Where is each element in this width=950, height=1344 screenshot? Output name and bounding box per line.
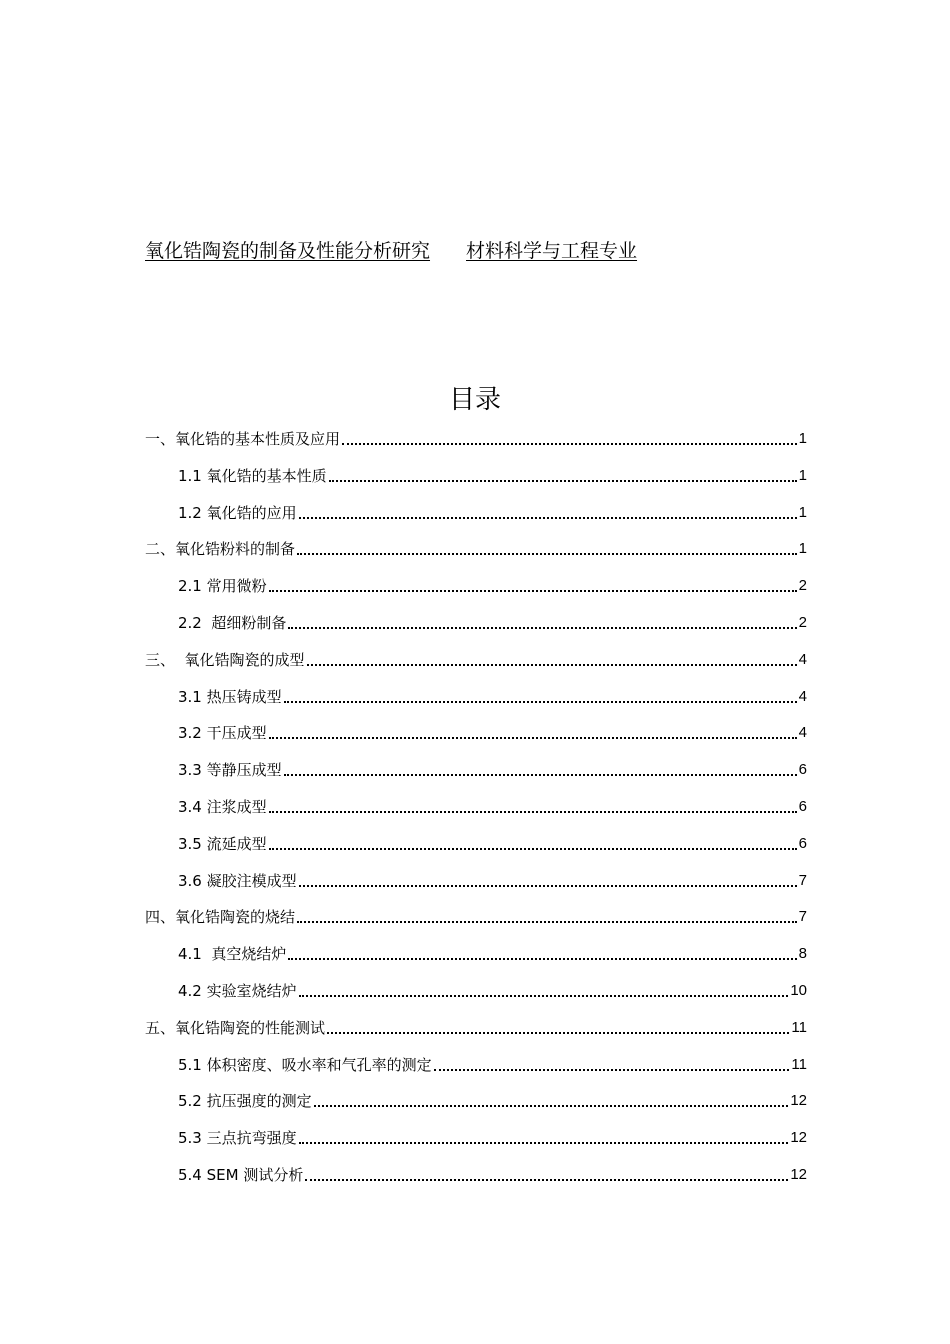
toc-dot-leader bbox=[297, 553, 797, 555]
toc-dot-leader bbox=[288, 627, 796, 629]
title-topic: 氧化锆陶瓷的制备及性能分析研究 bbox=[145, 240, 431, 262]
toc-dot-leader bbox=[288, 958, 796, 960]
toc-entry[interactable] bbox=[178, 1157, 807, 1185]
toc-entry-page: 6 bbox=[798, 798, 807, 815]
toc-entry[interactable] bbox=[178, 679, 807, 707]
toc-dot-leader bbox=[314, 1105, 789, 1107]
toc-dot-leader bbox=[299, 995, 789, 997]
toc-entry[interactable] bbox=[178, 752, 807, 780]
toc-heading: 目录 bbox=[448, 385, 501, 415]
toc-entry-label: 4.1 真空烧结炉 bbox=[178, 945, 287, 964]
toc-entry-page: 12 bbox=[790, 1166, 807, 1183]
toc-entry-label: 3.6 凝胶注模成型 bbox=[178, 871, 297, 890]
toc-dot-leader bbox=[269, 848, 797, 850]
toc-entry-page: 1 bbox=[798, 430, 807, 447]
toc-entry[interactable] bbox=[178, 863, 807, 891]
toc-entry[interactable] bbox=[178, 973, 807, 1001]
toc-entry-label: 五、氧化锆陶瓷的性能测试 bbox=[145, 1018, 326, 1037]
toc-dot-leader bbox=[297, 921, 797, 923]
toc-entry-label: 3.3 等静压成型 bbox=[178, 761, 282, 780]
toc-entry[interactable] bbox=[178, 715, 807, 743]
toc-entry[interactable] bbox=[145, 642, 807, 670]
document-title bbox=[145, 236, 637, 266]
toc-dot-leader bbox=[329, 480, 797, 482]
toc-dot-leader bbox=[299, 517, 797, 519]
toc-dot-leader bbox=[269, 737, 797, 739]
toc-entry-page: 2 bbox=[798, 577, 807, 595]
toc-entry[interactable] bbox=[178, 605, 807, 633]
toc-dot-leader bbox=[305, 1179, 788, 1181]
toc-entry[interactable] bbox=[178, 1083, 807, 1111]
toc-entry-label: 3.1 热压铸成型 bbox=[178, 687, 282, 706]
toc-entry-label: 3.4 注浆成型 bbox=[178, 798, 267, 816]
toc-entry-label: 1.1 氧化锆的基本性质 bbox=[178, 466, 327, 485]
toc-entry[interactable] bbox=[178, 495, 807, 523]
toc-entry[interactable] bbox=[178, 826, 807, 854]
toc-entry-label: 4.2 实验室烧结炉 bbox=[178, 982, 297, 1000]
toc-entry-page: 4 bbox=[798, 724, 807, 742]
toc-entry[interactable] bbox=[178, 1120, 807, 1148]
toc-dot-leader bbox=[327, 1032, 789, 1034]
toc-entry[interactable] bbox=[178, 789, 807, 817]
toc-dot-leader bbox=[269, 590, 797, 592]
toc-entry-page: 4 bbox=[798, 687, 807, 705]
toc-entry[interactable] bbox=[145, 421, 807, 449]
toc-dot-leader bbox=[307, 664, 797, 666]
toc-entry-page: 4 bbox=[798, 650, 807, 668]
toc-entry-label: 5.3 三点抗弯强度 bbox=[178, 1129, 297, 1148]
toc-dot-leader bbox=[284, 774, 797, 776]
toc-entry-page: 7 bbox=[798, 871, 807, 889]
toc-entry-page: 10 bbox=[790, 982, 807, 999]
toc-entry-label: 一、氧化锆的基本性质及应用 bbox=[145, 430, 341, 448]
toc-entry[interactable] bbox=[178, 458, 807, 486]
toc-dot-leader bbox=[342, 443, 797, 445]
toc-entry-label: 四、氧化锆陶瓷的烧结 bbox=[145, 908, 296, 927]
toc-entry-label: 5.1 体积密度、吸水率和气孔率的测定 bbox=[178, 1055, 432, 1074]
toc-entry-page: 12 bbox=[790, 1129, 807, 1147]
toc-entry-label: 2.1 常用微粉 bbox=[178, 577, 267, 596]
toc-entry-label: 3.5 流延成型 bbox=[178, 834, 267, 853]
toc-entry-page: 11 bbox=[791, 1055, 807, 1073]
toc-entry-label: 1.2 氧化锆的应用 bbox=[178, 503, 297, 522]
toc-dot-leader bbox=[269, 811, 797, 813]
toc-entry-page: 1 bbox=[798, 540, 807, 558]
toc-entry-page: 6 bbox=[798, 834, 807, 852]
toc-dot-leader bbox=[434, 1069, 790, 1071]
toc-entry[interactable] bbox=[178, 1047, 807, 1075]
toc-entry-page: 1 bbox=[798, 466, 807, 484]
toc-dot-leader bbox=[284, 701, 797, 703]
toc-entry[interactable] bbox=[145, 1010, 807, 1038]
toc-entry-page: 6 bbox=[798, 761, 807, 779]
toc-dot-leader bbox=[299, 885, 797, 887]
toc-entry[interactable] bbox=[178, 936, 807, 964]
toc-entry-label: 三、 氧化锆陶瓷的成型 bbox=[145, 650, 305, 669]
toc-entry-page: 7 bbox=[798, 908, 807, 926]
toc-entry-page: 12 bbox=[790, 1092, 807, 1110]
toc-entry[interactable] bbox=[145, 899, 807, 927]
toc-entry-page: 8 bbox=[798, 945, 807, 963]
toc-entry-label: 5.4 SEM 测试分析 bbox=[178, 1166, 304, 1184]
toc-entry[interactable] bbox=[178, 568, 807, 596]
toc-entry-page: 2 bbox=[798, 614, 807, 631]
toc-entry-label: 3.2 干压成型 bbox=[178, 724, 267, 743]
toc-dot-leader bbox=[299, 1142, 789, 1144]
toc-entry-label: 5.2 抗压强度的测定 bbox=[178, 1092, 312, 1111]
toc-entry-page: 1 bbox=[798, 503, 807, 521]
toc-entry-label: 2.2 超细粉制备 bbox=[178, 614, 287, 632]
title-major: 材料科学与工程专业 bbox=[466, 240, 638, 262]
toc-entry[interactable] bbox=[145, 531, 807, 559]
toc-entry-page: 11 bbox=[791, 1018, 807, 1036]
toc-entry-label: 二、氧化锆粉料的制备 bbox=[145, 540, 296, 559]
